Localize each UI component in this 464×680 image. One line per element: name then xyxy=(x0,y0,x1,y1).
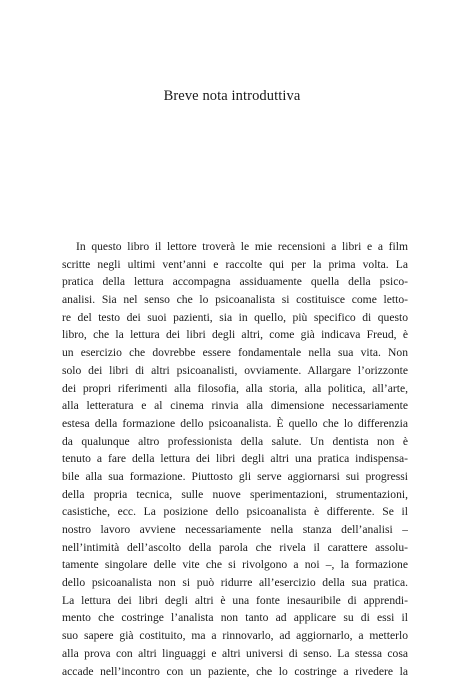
body-text xyxy=(62,238,408,680)
text-line: dello psicoanalista non si può ridurre all’esercizio della sua pratica. xyxy=(62,574,408,592)
text-line: solo dei libri di altri psicoanalisti, ovviamente. Allargare l’orizzonte xyxy=(62,362,408,380)
text-line: bile alla sua formazione. Piuttosto gli serve aggiornarsi sui progressi xyxy=(62,468,408,486)
text-line: tamente singolare delle vite che si rivolgono a noi –, la formazione xyxy=(62,556,408,574)
text-line: scritte negli ultimi vent’anni e raccolte qui per la prima volta. La xyxy=(62,256,408,274)
chapter-title: Breve nota introduttiva xyxy=(0,88,464,105)
text-line: alla letteratura e al cinema rinvia alla dimensione necessariamente xyxy=(62,397,408,415)
text-line: La lettura dei libri degli altri è una fonte inesauribile di apprendi- xyxy=(62,592,408,610)
text-line: della propria tecnica, sulle nuove sperimentazioni, strumentazioni, xyxy=(62,486,408,504)
text-line: In questo libro il lettore troverà le mie recensioni a libri e a film xyxy=(62,238,408,256)
text-line: nostro lavoro avviene necessariamente nella stanza dell’analisi – xyxy=(62,521,408,539)
text-line: casistiche, ecc. La posizione dello psicoanalista è differente. Se il xyxy=(62,503,408,521)
text-line: pratica della lettura accompagna assiduamente quella della psico- xyxy=(62,273,408,291)
text-line: re del testo dei suoi pazienti, sia in quello, più specifico di questo xyxy=(62,309,408,327)
text-line: alla prova con altri linguaggi e altri universi di senso. La stessa cosa xyxy=(62,645,408,663)
text-line: accade nell’incontro con un paziente, che lo costringe a rivedere la xyxy=(62,663,408,680)
text-line: tenuto a fare della lettura dei libri degli altri una pratica indispensa- xyxy=(62,450,408,468)
text-line: nell’intimità dell’ascolto della parola che rivela il carattere assolu- xyxy=(62,539,408,557)
text-line: un esercizio che dovrebbe essere fondamentale nella sua vita. Non xyxy=(62,344,408,362)
text-line: mento che costringe l’analista non tanto ad applicare su di essi il xyxy=(62,609,408,627)
text-line: libro, che la lettura dei libri degli altri, come già indicava Freud, è xyxy=(62,326,408,344)
text-line: estesa della formazione dello psicoanalista. È quello che lo differenzia xyxy=(62,415,408,433)
text-line: suo sapere già costituito, ma a rinnovarlo, ad aggiornarlo, a metterlo xyxy=(62,627,408,645)
text-line: analisi. Sia nel senso che lo psicoanalista si costituisce come letto- xyxy=(62,291,408,309)
text-line: dei propri riferimenti alla filosofia, alla storia, alla politica, all’arte, xyxy=(62,380,408,398)
text-line: da qualunque altro professionista della salute. Un dentista non è xyxy=(62,433,408,451)
